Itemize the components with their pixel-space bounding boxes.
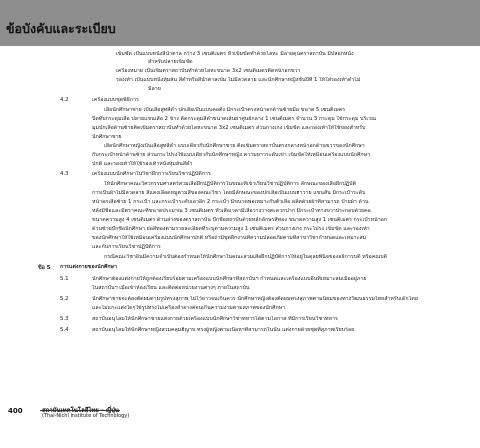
body-line: มีลาย	[148, 86, 161, 92]
section-title: เครื่องแบบชุดพิธีการ	[92, 97, 139, 103]
item-number: 5.2	[60, 296, 69, 302]
body-line: เสื้อนักศึกษาหญิงเป็นเสื้อสูทสีดำ แบบเดียวกับนักศึกษาชาย ติดเข็มตราสถาบันตรงกลางหน้าอกด้านขวาของนักศึกษา	[104, 143, 365, 149]
item-number: 5.4	[60, 327, 69, 333]
body-line: เสื้อนักศึกษาชาย เป็นเสื้อสูทสีดำ ปกเสื้อเป็นแบบคอตั้ง มีกระเป๋าตรงหน้าอกด้านซ้ายมือ ขนาด 5 เซนติเมตร	[104, 107, 346, 113]
item-number: 5.3	[60, 316, 69, 322]
body-line: หลังมีชื่อและมีตราคณะที่ขนาดประมาณ 3 เซนติเมตร หัวเสื้อเวลามีเสื้อวางวางสะดวกปาก มีกระเป๋าทางขวาประกอบด้วยคอ	[92, 208, 371, 214]
body-line: มุมปกเสื้อด้านซ้ายติดเข็มตราสถาบันทำด้วยโลหะขนาด 3x2 เซนติเมตร ส่วนกางเกง เข็มขัด และรองเท้าให้ใช้ของสำหรับ	[92, 125, 366, 131]
body-line: เข็มชัด เป็นแบบหนังสีน้ำตาล กว้าง 3 เซนติเมตร หัวเข็มขัดทำด้วยโลหะ มีลายดุนตราสถาบัน มีปลอกหนัง	[116, 51, 354, 57]
body-line: กรณีคณะวิชาอื่นมีความจำเป็นต้องกำหนดให้นักศึกษาในคณะสวมเสื้อฝึกปฏิบัติการให้อยู่ในดุลยพินิจของอธิการบดี หรือคณบดี	[104, 254, 388, 260]
body-line: สำหรับปลายเข็มขัด	[148, 59, 193, 65]
body-line: ปิดทับกระดุมเสื้อ ปลายแขนเสื้อ 2 ข้าง ติดกระดุมสีดำขนาดเส้นผ่าศูนย์กลาง 1 เซนติเมตร จำนวน 3 กระดุม ใช้กระดุม บริเวณ	[92, 116, 377, 122]
body-line: ขนาดความสูง 4 เซนติเมตร ด้านล่างของตราสถาบัน ปักชื่อสถาบันด้วยหลักอักษรสีทอง ขนาดความสูง 1 เซนติเมตร กระเป๋าหน้าอก	[92, 217, 388, 223]
body-line: หน้าอกเสื้อซ้าย 1 กระเป๋า และกระเป๋าระดับเอวอีก 2 กระเป๋า มีขนาดพอเหมาะกับตัวเสื้อ ผลิตด้วยผ้าที่สามารถ ป้ายผ้า ด้าน	[92, 199, 369, 205]
body-line: นักศึกษาชายจะต้องตัดผมตามรูปทรงสุภาพ ไม่ไว้ยาวจนเกินควร นักศึกษาหญิงต้องตัดผมทรงสุภาพตามนิยมของทางวัฒนธรรมไทยสำหรับเด็กโดย	[92, 296, 418, 302]
footer-divider	[40, 410, 120, 411]
body-line: การเป็นผ้าไม่มีลวดลาย สีแดงเลือดหมูตามสีของคณะวิชา โดยมีลักษณะของปกเสื้อเป็นแบบฮาวาย แขนสั้น มีกระเป๋าระดับ	[92, 190, 366, 196]
section-number: ข้อ 5	[38, 265, 51, 271]
body-line: สถาบันอนุโลมให้นักศึกษาหญิงสวมคลุมฮิญาบ ทรงผู้หญิงตามเนื้อหาที่สามารถในนั้น แต่งกายด้วยชุดที่สุภาพเรียบร้อย	[92, 327, 355, 333]
item-number: 5.1	[60, 276, 69, 282]
body-line: นักศึกษาต้องแต่งกายให้ถูกต้องเรียบร้อยตามเครื่องแบบนักศึกษาที่สถาบันฯ กำหนดและเครื่องแบบอื่นที่เหมาะสมเมื่ออยู่ภาย	[92, 276, 367, 282]
body-line: และไม่แกะแต่งใดๆใช้รูปทรงไม่เครื่องสำอางค์จนเกินความงามตามสภาพของนักศึกษา	[92, 305, 286, 311]
section-number: 4.3	[60, 171, 69, 177]
section-title: เครื่องแบบนักศึกษาในวิชาฝึกการเรียนวิชาปฏิบัติการ	[92, 171, 211, 177]
body-line: รองเท้า เป็นแบบหนังหุ้มส้น สีดำหรือสีน้ำตาลเข้ม ไม่มีลวดลาย และนักศึกษาหญิงชั้นปีที่ 1 ให้ใส่รองเท้าดำไม่	[116, 77, 361, 83]
footer-institution-en: (Thai-Nichi Institute of Technology)	[42, 413, 130, 419]
section-number: 4.2	[60, 97, 69, 103]
section-title: การแต่งกายของนักศึกษา	[60, 264, 118, 270]
body-line: ในสถาบันฯ เมื่อเข้าห้องเรียน และติดต่อหน่วยงานต่างๆ ภายในสถาบัน	[92, 285, 250, 291]
body-line: ด้านซ้ายปักชื่อนักศึกษา ย่อสีทองตามรายละเอียดที่ระบุตามความสูง 1 เซนติเมตร ส่วนกางเกง กระโปรง เข็มขัด และรองเท้า	[92, 226, 370, 232]
body-line: ของนักศึกษาให้ใช้เหมือนเครื่องแบบนักศึกษาปกติ หรือถ้ามีชุดฝึกงานที่ความปลอดภัยตามที่สาขาวิชากำหนดและเหมาะสม	[92, 235, 367, 241]
page-title: ข้อบังคับและระเบียบ	[6, 21, 116, 36]
page-number: 400	[8, 407, 23, 415]
body-line: สถาบันอนุโลมให้นักศึกษาชายแต่งกายด้วยเครื่องแบบนักศึกษาวิชาทหารได้ตามโอกาส ที่มีการเรียนวิชาทหาร	[92, 316, 338, 322]
body-line: นักศึกษาชาย	[92, 134, 122, 140]
body-line: และกับการเรียนวิชาปฏิบัติการ	[92, 244, 161, 250]
body-line: กับกระเป๋าหน้าด้านซ้าย ส่วนกระโปรงใช้แบบเดียวกับนักศึกษาหญิง ความยาวระดับเข่า เข็มขัดให้เหมือนเครื่องแบบนักศึกษา	[92, 152, 371, 158]
body-line: ปกติ และรองเท้าให้ใช้รองเท้าหนังหุ้มส้นสีดำ	[92, 161, 193, 167]
body-line: เครื่องหมาย เป็นเข็มตราสถาบันทำด้วยโลหะขนาด 3x2 เซนติเมตรติดหน้าอกขวา	[116, 68, 301, 74]
body-line: ให้นักศึกษาคณะวิศวกรรมศาสตร์สวมเสื้อฝึกปฏิบัติการในขณะที่เข้าเรียนวิชาปฏิบัติการ ลักษณะของเสื้อฝึกปฏิบัติ	[104, 181, 356, 187]
